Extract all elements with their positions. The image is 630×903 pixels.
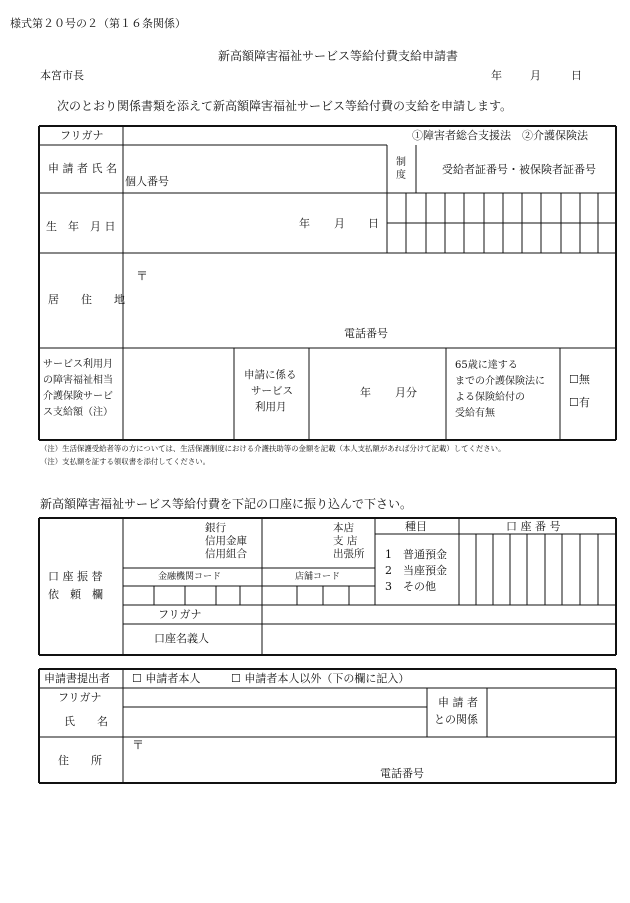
transfer-section-label-2: 依 頼 欄 [48,588,103,601]
addressee: 本宮市長 [40,69,84,82]
institution-type-bank: 銀行 [205,522,226,534]
age65-line-2: までの介護保険法に [455,376,545,387]
age65-line-1: 65歳に達する [455,360,518,371]
bank-instruction: 新高額障害福祉サービス等給付費を下記の口座に振り込んで下さい。 [40,497,413,511]
service-month-portion-label: 月分 [395,386,417,399]
date-day-label: 日 [571,69,582,82]
bank-furigana-label: フリガナ [158,608,202,621]
branch-type-office: 出張所 [333,548,365,560]
service-amount-line-3: 介護保険サービ [43,391,113,402]
account-number-header: 口 座 番 号 [506,520,561,533]
institution-code-label: 金融機関コード [158,572,222,582]
service-month-line-2: サービス [251,385,293,397]
service-month-line-3: 利用月 [255,401,287,413]
date-month-label: 月 [530,69,541,82]
submitter-table-lines [39,669,616,783]
birth-day-label: 日 [368,217,379,230]
bank-table-lines [39,518,616,655]
submitter-other-checkbox[interactable]: ☐ 申請者本人以外（下の欄に記入） [231,672,410,685]
choice-none-checkbox[interactable]: ☐無 [569,373,590,386]
account-kind-other: 3 その他 [385,580,436,593]
account-holder-label: 口座名義人 [154,632,209,645]
submitter-label: 申請書提出者 [44,672,110,685]
account-kind-ordinary: 1 普通預金 [385,548,447,561]
form-number: 様式第２０号の２（第１６条関係） [10,17,186,30]
institution-type-kumiai: 信用組合 [205,548,247,560]
submitter-furigana-label: フリガナ [58,691,102,704]
applicant-phone-label: 電話番号 [344,327,388,340]
age65-line-3: よる保険給付の [455,392,525,403]
age65-line-4: 受給有無 [455,408,495,419]
transfer-section-label-1: 口 座 振 替 [48,570,103,583]
branch-type-main: 本店 [333,522,354,534]
individual-number-label: 個人番号 [125,175,169,188]
intro-text: 次のとおり関係書類を添えて新高額障害福祉サービス等給付費の支給を申請します。 [57,99,513,113]
address-label: 居 住 地 [48,293,125,306]
institution-type-shinkin: 信用金庫 [205,535,247,547]
system-label-1: 制 [396,157,406,168]
submitter-self-checkbox[interactable]: ☐ 申請者本人 [132,672,201,685]
submitter-name-label: 氏 名 [64,715,108,728]
service-amount-line-4: ス支給額（注） [43,407,113,418]
service-amount-line-1: サービス利用月 [43,359,113,370]
birth-year-label: 年 [299,217,310,230]
submitter-phone-label: 電話番号 [380,767,424,780]
branch-code-label: 店舗コード [295,572,341,582]
note-1: （注）生活保護受給者等の方については、生活保護制度における介護扶助等の金額を記載（本人支払額があれば分けて記載）してください。 [40,444,506,453]
submitter-postal-mark-icon: 〒 [132,738,145,752]
service-month-line-1: 申請に係る [244,369,297,381]
account-kind-current: 2 当座預金 [385,564,447,577]
system-label-2: 度 [396,170,406,181]
applicant-furigana-label: フリガナ [60,129,104,142]
service-year-label: 年 [360,386,371,399]
relation-line-2: との関係 [434,713,478,726]
relation-line-1: 申 請 者 [438,696,478,709]
birth-date-label: 生 年 月 日 [46,220,116,233]
account-kind-header: 種目 [405,520,427,533]
postal-mark-icon: 〒 [136,269,149,283]
note-2: （注）支払額を証する領収書を添付してください。 [40,457,210,466]
birth-month-label: 月 [334,217,345,230]
submitter-address-label: 住 所 [58,754,102,767]
service-amount-line-2: の障害福祉相当 [43,375,113,386]
branch-type-branch: 支 店 [333,535,358,547]
date-year-label: 年 [491,69,502,82]
applicant-name-label: 申 請 者 氏 名 [48,162,117,175]
certificate-number-label: 受給者証番号・被保険者証番号 [442,163,596,176]
choice-yes-checkbox[interactable]: ☐有 [569,396,590,409]
law-options: ①障害者総合支援法 ②介護保険法 [412,129,588,142]
form-title: 新高額障害福祉サービス等給付費支給申請書 [218,49,459,63]
